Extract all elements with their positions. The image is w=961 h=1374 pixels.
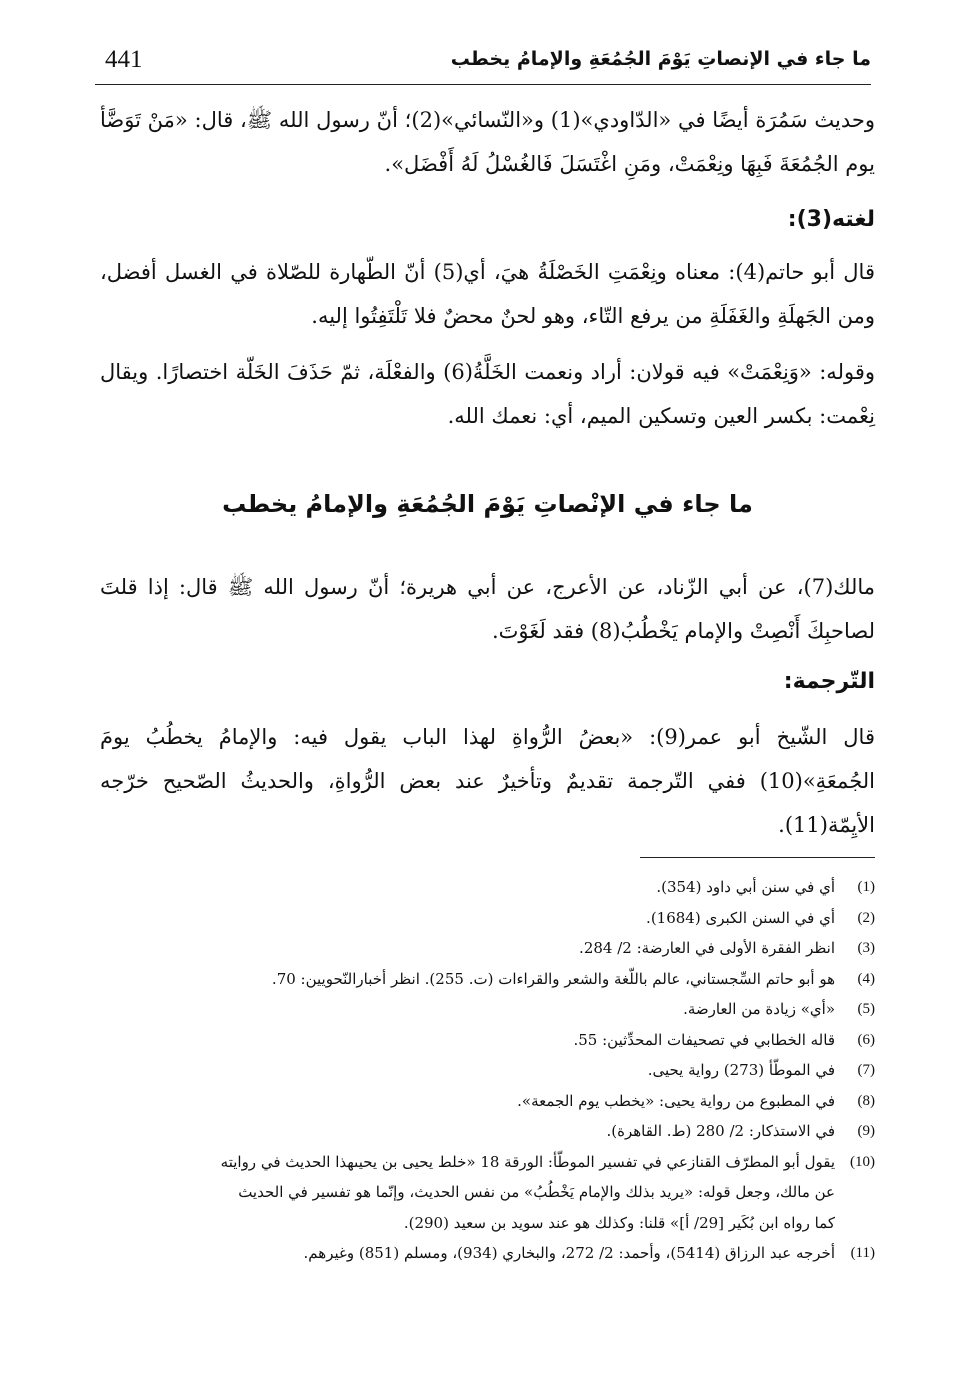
footnote-text: هو أبو حاتم السِّجستاني، عالم باللّغة والشعر والقراءات (ت. 255). انظر أخبارالنّحويين: 70. [271,969,835,988]
footnote-number: (9) [857,1123,875,1139]
heading-tarjama: التّرجمة: [783,669,875,694]
footnote [90,994,875,1025]
paragraph-hadith-samura: وحديث سَمُرَة أيضًا في «الدّاودي»(1) و«النّسائي»(2)؛ أنّ رسول الله ﷺ، قال: «مَنْ تَوَضَّأ يوم الجُمُعَةَ فَبِهَا ونِعْمَتْ، ومَنِ اغْتَسَلَ فَالغُسْلُ لَهُ أَفْضَل». [100,108,876,176]
footnote-number: (4) [857,970,875,987]
paragraph-abu-hatim: قال أبو حاتم(4): معناه ونِعْمَتِ الخَصْلَةُ هيَ، أي(5) أنّ الطّهارة للصّلاة في الغسل أفضل، ومن الجَهلَةِ والغَفَلَةِ من يرفع التّاء، وهو لحنٌ محضٌ فلا تَلْتَفِتُوا إليه. [100,260,875,328]
paragraph-shaykh-abu-umar: قال الشّيخ أبو عمر(9): «بعضُ الرُّواةِ لهذا الباب يقول فيه: والإمامُ يخطُبُ يومَ الجُمعَةِ»(10) ففي التّرجمة تقديمٌ وتأخيرٌ عند بعض الرُّواةِ، والحديثُ الصّحيح خرّجه الأيِمّة(11). [100,725,875,837]
footnote [90,1025,875,1056]
footnote [90,1086,875,1117]
heading-lugha: لغته(3): [787,207,875,232]
footnote-text: كما رواه ابن بُكَير [29/ أ]» قلنا: وكذلك هو عند سويد بن سعيد (290). [403,1213,835,1232]
footnote-number: (8) [857,1092,875,1109]
footnote [90,1116,875,1147]
footnote-text: أي في سنن أبي داود (354). [656,878,835,896]
footnote-text: قاله الخطابي في تصحيفات المحدِّثين: 55. [573,1030,835,1049]
footnote-number: (5) [857,1001,875,1017]
page-number: 441 [105,46,143,73]
footnote-number: (1) [857,879,875,895]
section-title: ما جاء في الإنْصاتِ يَوْمَ الجُمُعَةِ والإمامُ يخطب [222,490,753,518]
footnote [90,964,875,995]
footnote-text: عن مالك، وجعل قوله: «يريد بذلك والإمام يَخْطُبُ» من نفس الحديث، وإنّما هو تفسير في الحديث [238,1183,835,1201]
footnote [90,1055,875,1086]
footnote [90,903,875,934]
footnote-text: انظر الفقرة الأولى في العارضة: 2/ 284. [579,939,835,957]
footnote-number: (6) [857,1031,875,1048]
footnote-text: أخرجه عبد الرزاق (5414)، وأحمد: 2/ 272، والبخاري (934)، ومسلم (851) وغيرهم. [303,1244,835,1262]
running-header [95,40,871,85]
footnote-separator [640,857,875,858]
footnotes [90,872,875,1269]
footnote [90,1147,875,1239]
footnote-number: (11) [850,1245,875,1261]
header-title: ما جاء في الإنصاتِ يَوْمَ الجُمُعَةِ والإمامُ يخطب [450,48,871,70]
footnote [90,872,875,903]
footnote [90,1238,875,1269]
footnote-text: في المطبوع من رواية يحيى: «يخطب يوم الجمعة». [517,1091,835,1110]
footnote [90,933,875,964]
footnote-text: «أي» زيادة من العارضة. [683,1000,835,1018]
footnote-text: في الموطّأ (273) رواية يحيى. [647,1061,835,1079]
footnote-text: أي في السنن الكبرى (1684). [646,908,835,927]
footnote-text: في الاستذكار: 2/ 280 (ط. القاهرة). [606,1122,835,1140]
footnote-number: (2) [857,909,875,926]
footnote-number: (3) [857,940,875,956]
paragraph-malik-hadith: مالك(7)، عن أبي الزّناد، عن الأعرج، عن أبي هريرة؛ أنّ رسول الله ﷺ قال: إذا قلتَ لصاحبِكَ أَنْصِتْ والإمام يَخْطُبُ(8) فقد لَغَوْتَ. [100,575,875,643]
footnote-number: (7) [857,1062,875,1078]
paragraph-wa-qawluhu: وقوله: «وَنِعْمَتْ» فيه قولان: أراد ونعمت الخَلَّةُ(6) والفعْلَة، ثمّ حَذَفَ الخَلّة اختصارًا. ويقال نِعْمت: بكسر العين وتسكين الميم، أي: نعمك الله. [100,360,875,428]
footnote-number: (10) [850,1153,875,1170]
footnote-text: يقول أبو المطرّف القنازعي في تفسير الموطّأ: الورقة 18 «خلط يحيى بن يحيىهذا الحديث في روايته [220,1152,835,1171]
